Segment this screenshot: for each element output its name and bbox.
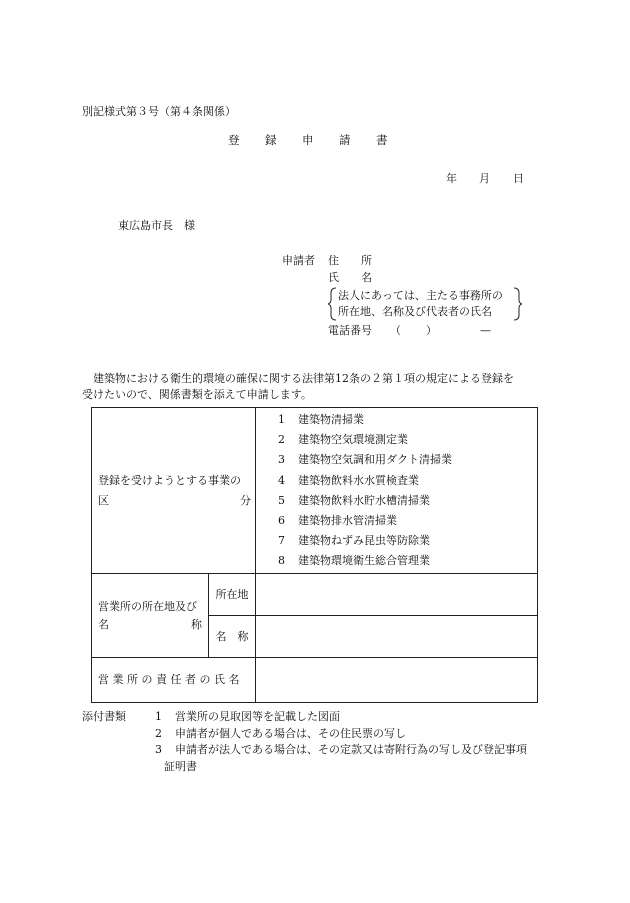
manager-label-cell [92,658,256,703]
phone-label: 電話番号 [328,324,372,337]
date-day-label: 日 [513,172,524,185]
office-name-label-cell [209,616,256,658]
list-item: 4 建築物飲料水水質検査業 [278,474,419,487]
corporate-note-line2: 所在地、名称及び代表者の氏名 [338,305,492,318]
date-month-label: 月 [479,172,490,185]
attachment-text-1: 営業所の見取図等を記載した図面 [175,710,340,723]
list-item: 8 建築物環境衛生総合管理業 [278,554,430,567]
list-item: 1 建築物清掃業 [278,413,364,426]
office-name-label: 名 称 [215,629,249,643]
location-field[interactable] [256,574,538,616]
application-table [91,407,538,703]
date-year-label: 年 [446,172,457,185]
list-item: 2 建築物空気環境測定業 [278,433,408,446]
manager-label: 営 業 所 の 責 任 者 の 氏 名 [98,673,240,686]
office-label-cell [92,574,209,658]
corporate-note-line1: 法人にあっては、主たる事務所の [338,289,503,302]
attachments-label: 添付書類 [82,710,126,723]
business-type-label-1: 登録を受けようとする事業の [98,473,241,487]
phone-open-paren: （ [390,324,401,337]
list-item: 5 建築物飲料水貯水槽清掃業 [278,494,430,507]
location-label-cell [209,574,256,616]
business-type-label-2a: 区 [98,493,109,507]
body-text-line2: 受けたいので、関係書類を添えて申請します。 [82,388,312,401]
office-label-2 [92,618,208,632]
attachment-num-1: 1 [155,710,162,723]
list-item: 3 建築物空気調和用ダクト清掃業 [278,453,452,466]
attachment-text-3-continued: 証明書 [164,760,197,773]
phone-dash: — [480,324,491,337]
business-type-label-2b: 分 [240,493,251,507]
page-title: 登 録 申 請 書 [228,133,395,147]
list-item: 6 建築物排水管清掃業 [278,514,397,527]
attachment-text-2: 申請者が個人である場合は、その住民票の写し [175,727,406,740]
form-reference: 別記様式第３号（第４条関係） [82,105,236,118]
office-label-2a: 名 [98,617,109,631]
office-label-2b: 称 [191,617,202,631]
attachment-text-3: 申請者が法人である場合は、その定款又は寄附行為の写し及び登記事項 [175,743,527,756]
body-text-line1: 建築物における衛生的環境の確保に関する法律第12条の２第１項の規定による登録を [93,372,514,385]
phone-close-paren: ） [426,324,437,337]
location-label: 所在地 [215,587,249,601]
applicant-label: 申請者 [282,254,315,267]
applicant-name-label: 氏 名 [328,271,372,284]
office-label-1: 営業所の所在地及び [98,599,197,613]
attachment-num-2: 2 [155,727,162,740]
business-category-list [256,408,538,574]
office-name-field[interactable] [256,616,538,658]
list-item: 7 建築物ねずみ昆虫等防除業 [278,534,430,547]
addressee: 東広島市長 様 [118,219,195,232]
corporate-note [328,287,522,321]
attachment-num-3: 3 [155,743,162,756]
business-type-label-cell [92,408,256,574]
applicant-address-label: 住 所 [328,254,372,267]
business-type-label-2 [92,494,255,508]
manager-name-field[interactable] [256,658,538,703]
